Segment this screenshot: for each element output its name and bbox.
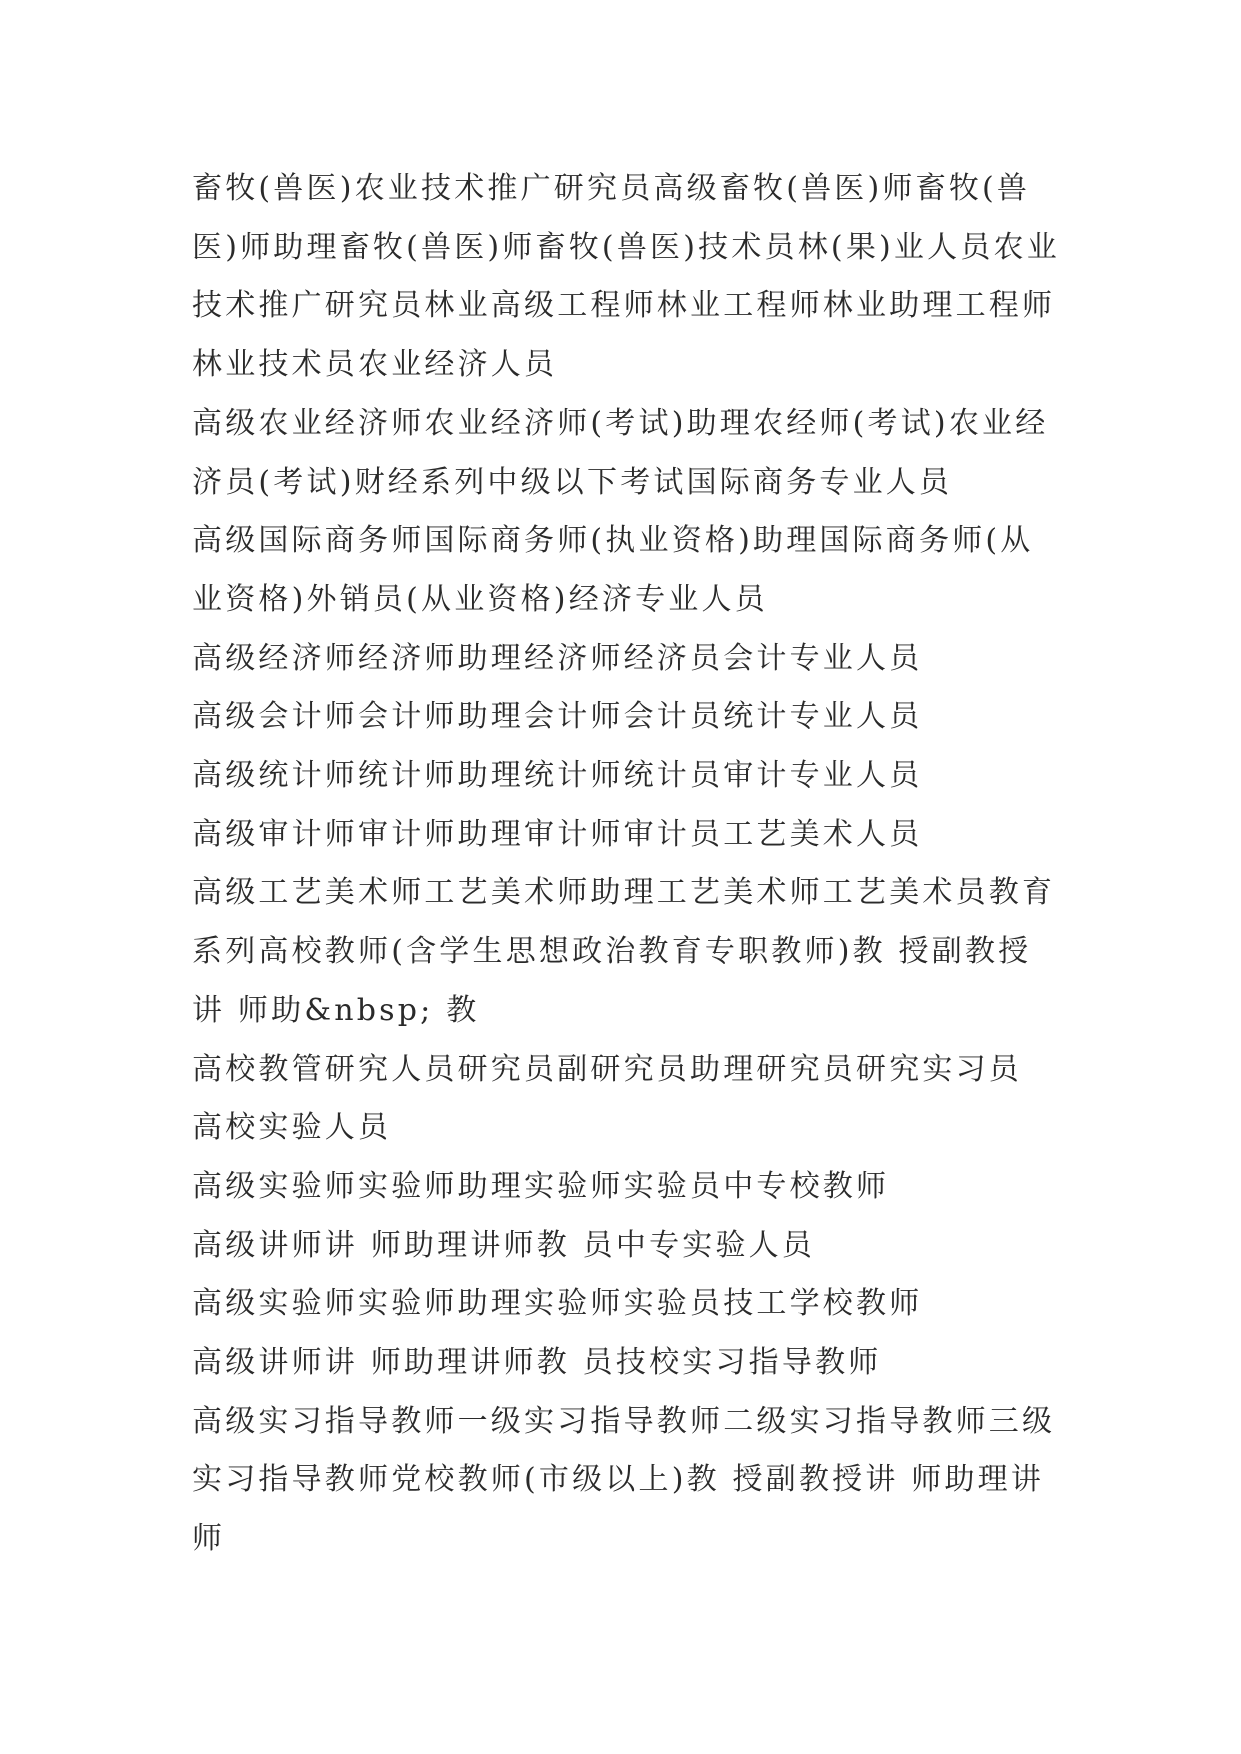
paragraph-secondary-lab: 高级实验师实验师助理实验师实验员技工学校教师 [192, 1286, 923, 1322]
document-body [192, 160, 1060, 1569]
paragraph-secondary-teacher: 高级讲师讲 师助理讲师教 员中专实验人员 [192, 1227, 816, 1263]
paragraph-agri-economics: 高级农业经济师农业经济师(考试)助理农经师(考试)农业经济员(考试)财经系列中级以下考试国际商务专业人员 [192, 405, 1049, 500]
paragraph-economist: 高级经济师经济师助理经济师经济员会计专业人员 [192, 640, 923, 676]
paragraph-accountant: 高级会计师会计师助理会计师会计员统计专业人员 [192, 699, 923, 735]
paragraph-university-lab: 高级实验师实验师助理实验师实验员中专校教师 [192, 1168, 890, 1204]
paragraph-university-research: 高校教管研究人员研究员副研究员助理研究员研究实习员 [192, 1051, 1022, 1087]
paragraph-practical-instructor: 高级实习指导教师一级实习指导教师二级实习指导教师三级实习指导教师党校教师(市级以上)教 授副教授讲 师助理讲师 [192, 1403, 1056, 1557]
paragraph-international-business: 高级国际商务师国际商务师(执业资格)助理国际商务师(从业资格)外销员(从业资格)经济专业人员 [192, 523, 1034, 617]
paragraph-statistician: 高级统计师统计师助理统计师统计员审计专业人员 [192, 758, 923, 794]
paragraph-arts-crafts-education: 高级工艺美术师工艺美术师助理工艺美术师工艺美术员教育系列高校教师(含学生思想政治教育专职教师)教 授副教授讲 师助&nbsp; 教 [192, 875, 1056, 1028]
paragraph-technical-teacher: 高级讲师讲 师助理讲师教 员技校实习指导教师 [192, 1345, 882, 1381]
paragraph-auditor: 高级审计师审计师助理审计师审计员工艺美术人员 [192, 816, 923, 852]
paragraph-agriculture-forestry: 畜牧(兽医)农业技术推广研究员高级畜牧(兽医)师畜牧(兽医)师助理畜牧(兽医)师畜牧(兽医)技术员林(果)业人员农业技术推广研究员林业高级工程师林业工程师林业助理工程师林业技术员农业经济人员 [192, 171, 1060, 383]
paragraph-university-lab-heading: 高校实验人员 [192, 1110, 392, 1146]
